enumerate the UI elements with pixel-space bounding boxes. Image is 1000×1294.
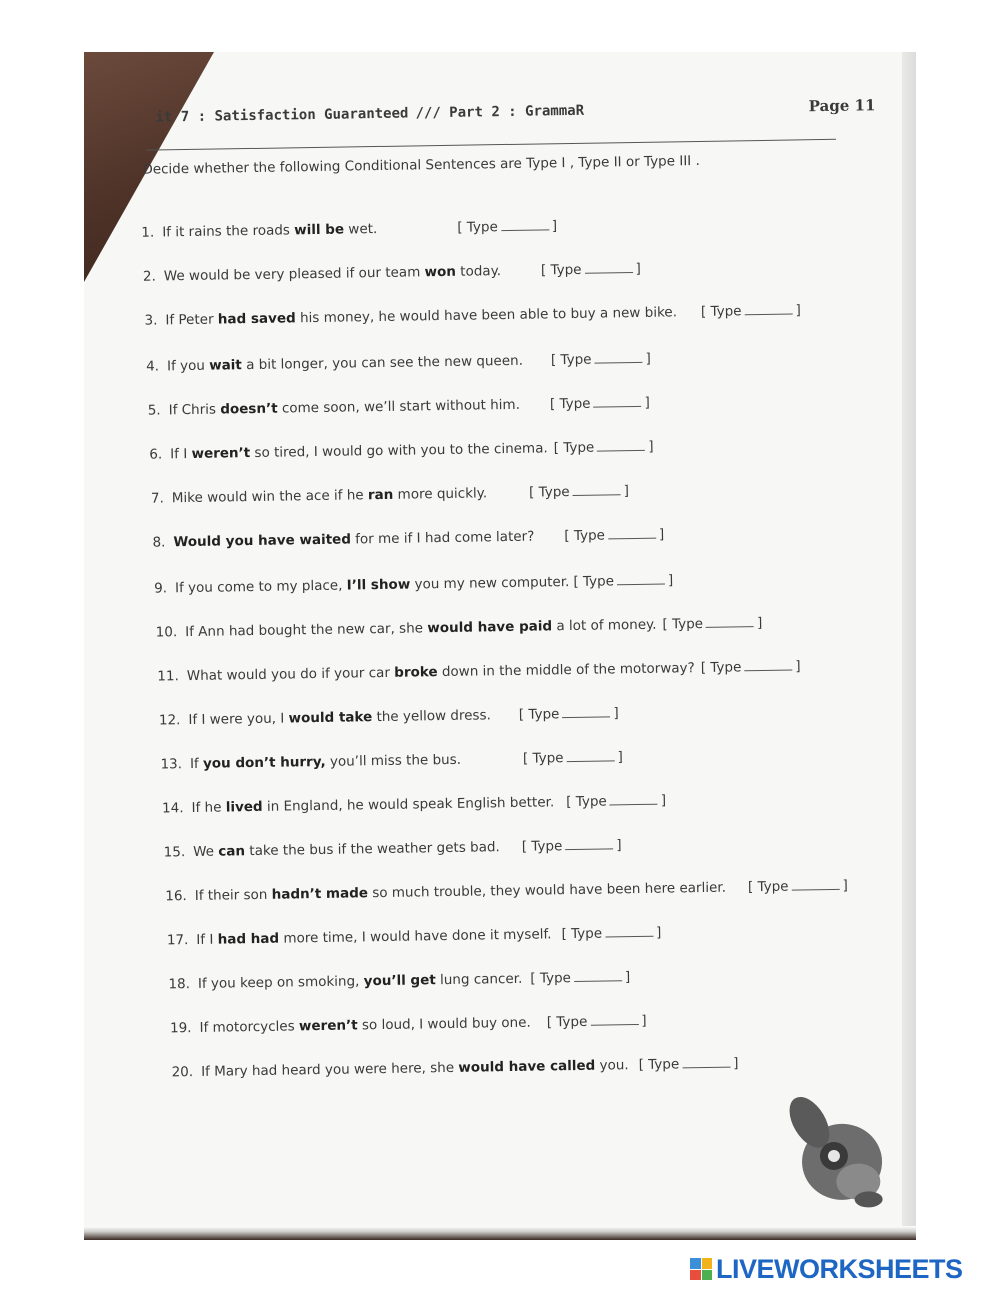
question-number: 13. [160,756,183,773]
question-text-end: wet. [343,221,378,238]
answer-input-line[interactable] [566,748,614,762]
type-label: [ Type [573,573,615,590]
question-number: 4. [146,358,160,375]
bracket-close: ] [660,792,667,809]
question-bold-verb: would have called [458,1057,596,1076]
answer-input-line[interactable] [608,526,656,540]
question-text: If their son [194,886,272,904]
question-bold-verb: would have paid [427,618,553,637]
question-bold-verb: will be [294,221,345,239]
bracket-close: ] [795,658,801,675]
question-bold-verb: weren’t [298,1017,358,1035]
question-number: 20. [171,1064,194,1081]
question-row [157,657,801,684]
question-text: If motorcycles [199,1018,300,1036]
answer-input-line[interactable] [610,792,658,806]
type-label: [ Type [518,706,560,723]
question-number: 5. [147,402,161,419]
question-bold-verb: you’ll get [363,972,436,990]
question-text-end: lung cancer. [435,970,523,989]
worksheet-photo [84,52,916,1240]
type-answer-blank [639,1055,739,1073]
question-bold-verb: would take [288,709,373,727]
bracket-close: ] [616,837,622,854]
bracket-close: ] [644,394,650,411]
question-number: 6. [149,446,163,463]
question-text: If Ann had bought the new car, she [185,620,428,641]
type-answer-blank [573,572,673,590]
question-bold-verb: I’ll show [346,576,411,594]
answer-input-line[interactable] [791,877,839,891]
type-label: [ Type [700,659,742,676]
answer-input-line[interactable] [597,438,645,452]
question-row [141,217,557,241]
question-row [164,836,622,860]
bracket-close: ] [648,438,654,455]
question-text: If he [191,799,226,817]
question-row [148,394,650,419]
type-label: [ Type [540,261,582,279]
question-row [146,350,651,375]
type-label: [ Type [700,303,742,320]
question-bold-verb: won [424,263,457,281]
bracket-close: ] [756,615,763,632]
question-number: 18. [168,976,191,993]
question-text: If [189,755,204,773]
type-answer-blank [561,925,661,943]
question-row [159,704,619,728]
question-text: We would be very pleased if our team [163,264,425,285]
type-label: [ Type [553,439,595,457]
answer-input-line[interactable] [605,924,653,938]
bracket-close: ] [623,483,630,500]
question-text-end: a bit longer, you can see the new queen. [241,352,524,374]
question-number: 8. [152,534,166,551]
type-label: [ Type [457,219,498,236]
question-bold-verb: broke [394,664,438,681]
question-bold-verb: weren’t [191,445,251,462]
question-text: If you keep on smoking, [197,973,364,992]
question-row [152,526,664,551]
question-number: 3. [144,312,158,329]
question-number: 16. [165,888,187,905]
bracket-close: ] [795,302,801,319]
question-number: 19. [169,1020,192,1037]
question-bold-verb: hadn’t made [271,885,369,903]
question-text-end: more time, I would have done it myself. [279,926,552,947]
question-text-end: in England, he would speak English better. [262,794,555,815]
question-row [149,438,653,463]
bottom-edge [84,1226,916,1240]
type-answer-blank [564,527,664,545]
question-number: 15. [163,844,186,861]
question-bold-verb: ran [367,486,394,504]
type-label: [ Type [638,1056,680,1074]
bracket-close: ] [624,969,631,986]
type-label: [ Type [747,878,789,896]
logo-text: LIVEWORKSHEETS [716,1253,963,1284]
question-row [167,924,662,949]
question-number: 1. [141,224,155,241]
type-answer-blank [701,658,801,676]
question-text: We [193,843,219,860]
question-text-end: you’ll miss the bus. [325,751,462,770]
type-label: [ Type [521,838,563,855]
question-text: If you [166,357,210,375]
bracket-close: ] [551,218,558,235]
bracket-close: ] [617,749,623,766]
bracket-close: ] [733,1055,739,1072]
question-bold-verb: can [218,843,246,860]
question-text-end: the yellow dress. [372,707,491,726]
bracket-close: ] [655,924,662,941]
type-answer-blank [457,218,557,236]
page-number: Page 11 [808,96,876,116]
type-label: [ Type [530,970,572,987]
question-bold-verb: you don’t hurry, [202,753,326,772]
answer-input-line[interactable] [573,482,621,496]
bracket-close: ] [641,1012,647,1029]
type-answer-blank [662,615,762,633]
question-text-end: come soon, we’ll start without him. [277,396,521,417]
question-number: 11. [157,668,179,685]
question-text: If you come to my place, [174,577,347,597]
answer-input-line[interactable] [594,350,642,364]
type-answer-blank [522,837,622,855]
type-answer-blank [523,749,623,767]
question-text-end: for me if I had come later? [350,528,535,548]
type-answer-blank [554,439,654,457]
header-divider [146,139,836,151]
question-bold-verb: had saved [217,310,296,328]
type-answer-blank [748,878,848,896]
type-label: [ Type [546,1013,588,1031]
answer-input-line[interactable] [593,394,641,408]
question-row [151,482,629,507]
question-text-end: today. [455,263,502,280]
instructions: Decide whether the following Conditional Sentences are Type I , Type II or Type III . [142,152,700,178]
question-row [170,1012,647,1036]
question-text-end: more quickly. [393,485,488,503]
answer-input-line[interactable] [562,704,610,718]
question-bold-verb: wait [209,357,242,374]
bracket-close: ] [613,705,619,722]
question-row [154,571,673,596]
answer-input-line[interactable] [565,836,613,850]
question-text: If it rains the roads [162,222,295,241]
type-label: [ Type [662,615,704,633]
bracket-close: ] [667,572,674,589]
question-row [143,260,641,285]
question-text: What would you do if your car [186,664,395,685]
question-text: If Peter [165,311,218,329]
logo-grid-icon [690,1258,712,1280]
bracket-close: ] [658,526,665,543]
question-text-end: you. [595,1057,629,1074]
question-number: 14. [161,800,184,817]
question-number: 7. [150,490,164,507]
worksheet-header [155,96,876,139]
question-bold-verb: had had [217,930,280,948]
question-text-end: take the bus if the weather gets bad. [244,839,500,860]
answer-input-line[interactable] [744,302,792,316]
part-title: /// Part 2 : GrammaR [415,102,585,122]
question-text: If Mary had heard you were here, she [201,1059,459,1080]
question-bold-verb: lived [225,798,263,816]
type-answer-blank [529,483,629,501]
page-edge [902,52,916,1240]
question-row [160,748,623,772]
stitch-mascot-image [779,1091,891,1211]
type-label: [ Type [549,395,591,413]
question-text: If I [196,931,218,948]
question-text: If I were you, I [188,710,289,729]
unit-title: it 7 : Satisfaction Guaranteed [155,105,409,126]
question-row [168,968,630,992]
type-label: [ Type [566,793,607,811]
type-answer-blank [530,969,630,987]
answer-input-line[interactable] [682,1055,730,1069]
question-text: If Chris [168,401,221,419]
question-bold-verb: Would you have waited [173,531,352,551]
question-text-end: so tired, I would go with you to the cinema. [250,440,548,462]
question-text-end: down in the middle of the motorway? [437,660,695,681]
type-label: [ Type [522,750,564,767]
bracket-close: ] [645,350,651,367]
question-text-end: his money, he would have been able to buy a new bike. [295,304,678,327]
bracket-close: ] [635,260,641,277]
question-row [162,792,666,817]
question-number: 12. [158,712,181,729]
question-row [165,877,848,905]
answer-input-line[interactable] [584,260,632,274]
type-answer-blank [566,793,666,811]
bracket-close: ] [842,877,848,894]
type-answer-blank [701,302,801,320]
type-label: [ Type [564,527,606,545]
answer-input-line[interactable] [501,217,549,231]
answer-input-line[interactable] [617,572,665,586]
type-answer-blank [550,395,650,413]
type-label: [ Type [550,351,592,369]
question-text-end: you my new computer. [410,574,570,593]
type-answer-blank [541,261,641,279]
worksheet-paper [115,76,903,1228]
type-answer-blank [547,1013,647,1031]
type-label: [ Type [528,484,570,501]
answer-input-line[interactable] [574,968,622,982]
question-text-end: so loud, I would buy one. [357,1014,531,1034]
question-number: 9. [154,580,168,597]
question-number: 10. [155,624,178,641]
question-row [144,301,801,328]
question-text-end: so much trouble, they would have been here earlier. [367,879,727,902]
question-number: 17. [166,932,189,949]
question-number: 2. [142,268,156,285]
liveworksheets-logo[interactable] [690,1254,963,1284]
answer-input-line[interactable] [706,614,754,628]
question-row [156,614,763,641]
question-text-end: a lot of money. [551,616,657,635]
question-bold-verb: doesn’t [220,400,278,418]
type-answer-blank [551,351,651,369]
type-answer-blank [519,705,619,723]
answer-input-line[interactable] [744,658,792,672]
answer-input-line[interactable] [590,1012,638,1026]
question-row [172,1054,739,1080]
question-text: Mike would win the ace if he [171,487,369,507]
question-text: If I [170,445,192,463]
type-label: [ Type [561,925,603,943]
